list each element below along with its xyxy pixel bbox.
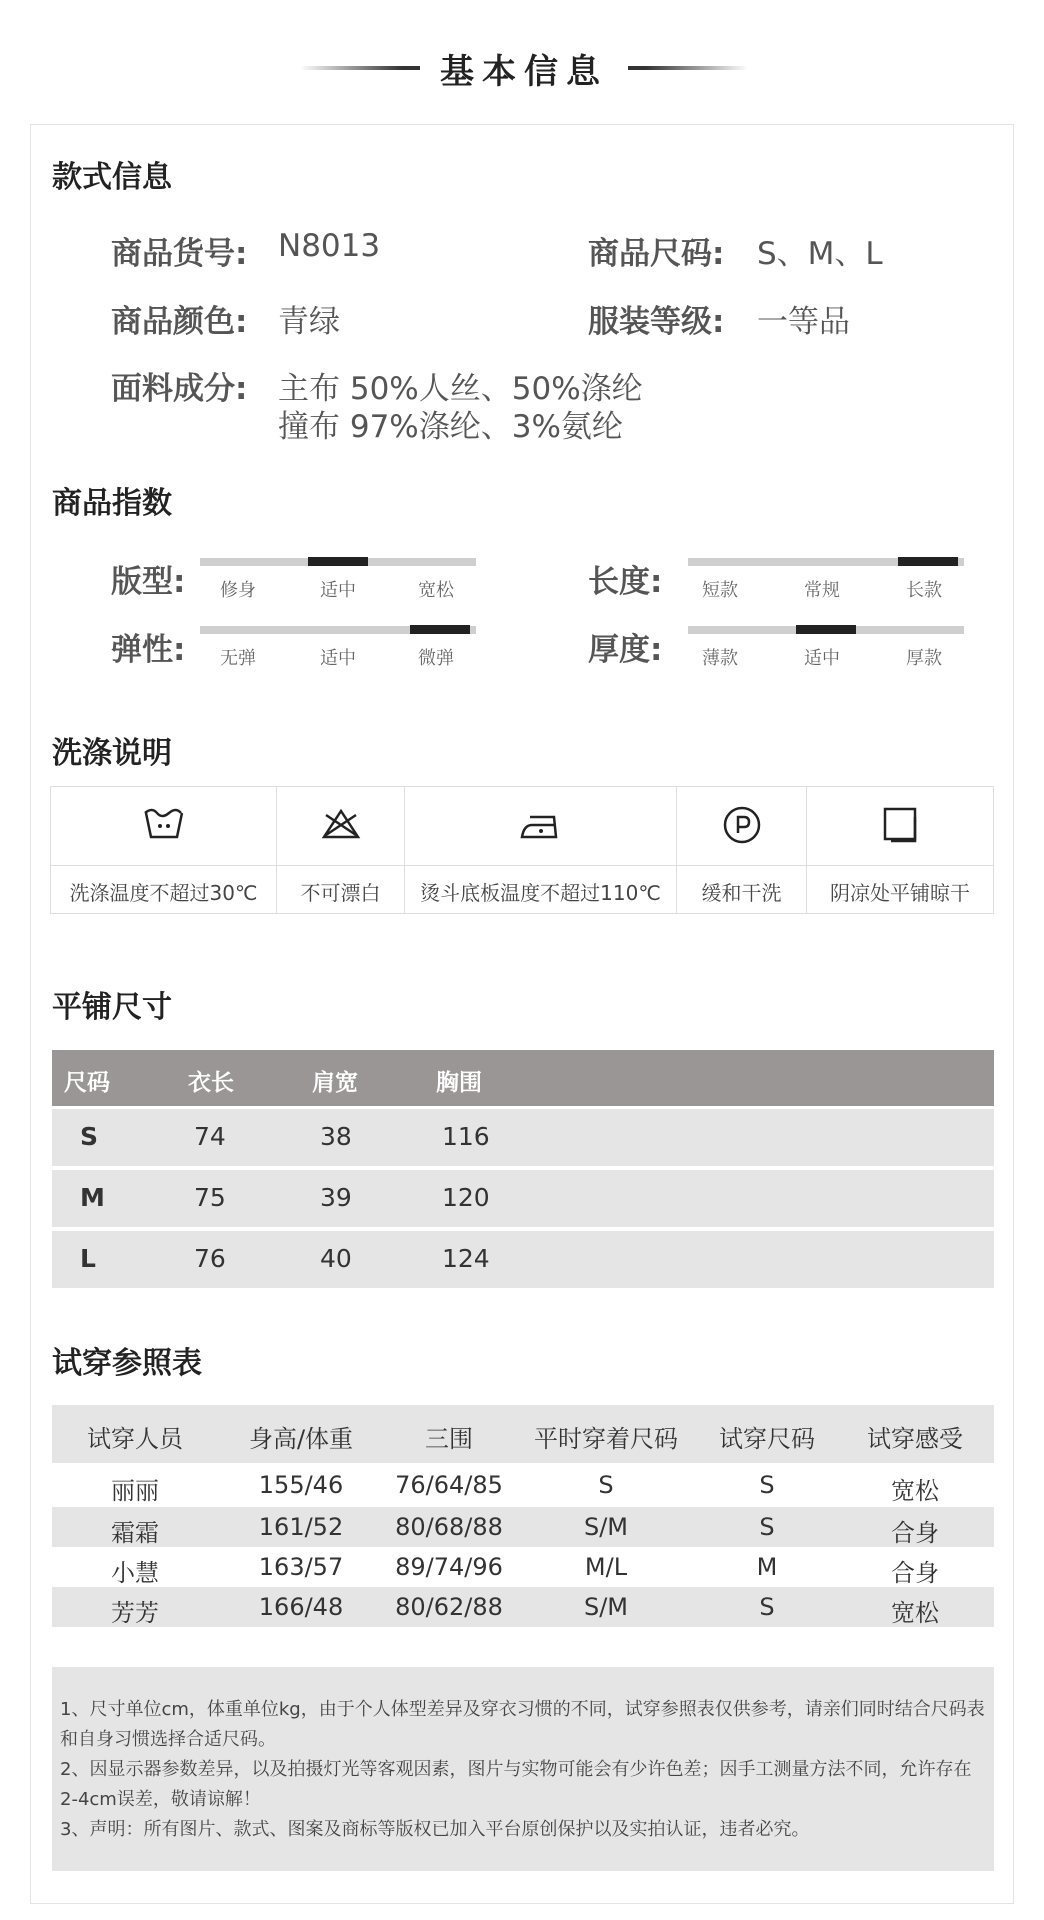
size-cell: 39 (320, 1183, 352, 1212)
table-row (52, 1547, 994, 1587)
no-bleach-icon (318, 803, 364, 847)
trial-cell: 89/74/96 (395, 1553, 503, 1581)
color-label: 商品颜色: (111, 304, 248, 340)
notes-box (52, 1667, 994, 1871)
wash-cell (277, 787, 405, 913)
size-cell: M (80, 1183, 105, 1212)
trial-cell: S (759, 1471, 775, 1499)
fabric-line-1: 主布 50%人丝、50%涤纶 (278, 371, 643, 407)
section-title-style-info: 款式信息 (52, 160, 172, 195)
header-divider-right (628, 66, 748, 70)
wash-cell (677, 787, 807, 913)
length-option: 常规 (804, 580, 840, 601)
table-row (52, 1170, 994, 1227)
trial-cell: 小慧 (111, 1559, 159, 1587)
fit-option: 适中 (320, 580, 356, 601)
note-2: 2、因显示器参数差异，以及拍摄灯光等客观因素，图片与实物可能会有少许色差；因手工测量方法不同，允许存在2-4cm误差，敬请谅解！ (60, 1759, 972, 1810)
length-option: 短款 (702, 580, 738, 601)
note-3: 3、声明：所有图片、款式、图案及商标等版权已加入平台原创保护以及实拍认证，违者必究。 (60, 1819, 810, 1840)
trial-cell: S/M (583, 1513, 629, 1541)
size-header-cell: 胸围 (436, 1070, 482, 1096)
size-header-cell: 衣长 (188, 1070, 234, 1096)
table-row (52, 1109, 994, 1166)
trial-header-cell: 三围 (425, 1425, 473, 1453)
length-indicator (898, 557, 958, 566)
size-table-header (52, 1050, 994, 1106)
size-cell: 124 (442, 1244, 490, 1273)
thickness-option: 适中 (804, 648, 840, 669)
elasticity-label: 弹性: (111, 632, 186, 668)
dry-clean-p-icon (719, 803, 765, 847)
trial-cell: 163/57 (258, 1553, 344, 1581)
section-title-trial: 试穿参照表 (52, 1346, 202, 1381)
trial-cell: 155/46 (258, 1471, 344, 1499)
wash-cell (807, 787, 993, 913)
table-row (52, 1507, 994, 1547)
color-value: 青绿 (278, 304, 340, 340)
section-title-size: 平铺尺寸 (52, 990, 172, 1025)
trial-cell: 76/64/85 (395, 1471, 503, 1499)
page-header (0, 0, 1044, 124)
trial-cell: 80/68/88 (395, 1513, 503, 1541)
trial-cell: S/M (583, 1593, 629, 1621)
grade-label: 服装等级: (588, 304, 725, 340)
thickness-option: 薄款 (702, 648, 738, 669)
wash-30-icon (141, 803, 187, 847)
trial-cell: 161/52 (258, 1513, 344, 1541)
page-title: 基本信息 (440, 52, 608, 92)
size-cell: 75 (194, 1183, 226, 1212)
trial-cell: 合身 (891, 1519, 939, 1547)
trial-cell: 宽松 (891, 1477, 939, 1505)
length-label: 长度: (588, 564, 663, 600)
table-row (52, 1231, 994, 1288)
trial-cell: S (759, 1513, 775, 1541)
header-divider-left (300, 66, 420, 70)
dry-flat-shade-icon (877, 803, 923, 847)
size-cell: L (80, 1244, 96, 1273)
trial-cell: 合身 (891, 1559, 939, 1587)
size-header-cell: 尺码 (64, 1070, 110, 1096)
wash-text: 洗涤温度不超过30℃ (69, 881, 258, 905)
fit-scale (200, 558, 476, 601)
fabric-line-2: 撞布 97%涤纶、3%氨纶 (278, 409, 623, 445)
trial-header-cell: 试穿感受 (867, 1425, 963, 1453)
fit-label: 版型: (111, 564, 186, 600)
size-cell: 74 (194, 1122, 226, 1151)
size-cell: 120 (442, 1183, 490, 1212)
section-title-wash: 洗涤说明 (52, 736, 172, 771)
trial-header-cell: 身高/体重 (248, 1425, 354, 1453)
iron-icon (518, 803, 564, 847)
elasticity-indicator (410, 625, 470, 634)
item-no-value: N8013 (278, 228, 381, 264)
size-cell: 38 (320, 1122, 352, 1151)
wash-text: 烫斗底板温度不超过110℃ (420, 881, 661, 905)
wash-text: 阴凉处平铺晾干 (830, 881, 970, 905)
elasticity-scale (200, 626, 476, 669)
trial-cell: 丽丽 (111, 1477, 159, 1505)
table-row (52, 1465, 994, 1505)
trial-cell: S (598, 1471, 614, 1499)
wash-cell (51, 787, 277, 913)
wash-text: 不可漂白 (300, 881, 381, 905)
size-cell: 116 (442, 1122, 490, 1151)
elasticity-option: 无弹 (220, 648, 256, 669)
fabric-label: 面料成分: (111, 371, 248, 407)
fit-option: 修身 (220, 580, 256, 601)
trial-header-cell: 试穿尺码 (719, 1425, 815, 1453)
fit-indicator (308, 557, 368, 566)
fit-option: 宽松 (418, 580, 454, 601)
trial-header-cell: 平时穿着尺码 (534, 1425, 678, 1453)
table-row (52, 1587, 994, 1627)
thickness-scale (688, 626, 964, 669)
thickness-indicator (796, 625, 856, 634)
size-cell: 76 (194, 1244, 226, 1273)
trial-cell: 166/48 (258, 1593, 344, 1621)
wash-table (50, 786, 994, 914)
size-value: S、M、L (757, 236, 883, 272)
size-label: 商品尺码: (588, 236, 725, 272)
section-title-indices: 商品指数 (52, 486, 172, 521)
trial-cell: M/L (584, 1553, 628, 1581)
thickness-option: 厚款 (906, 648, 942, 669)
trial-cell: M (756, 1553, 778, 1581)
wash-cell (405, 787, 677, 913)
grade-value: 一等品 (757, 304, 850, 340)
trial-cell: 霜霜 (111, 1519, 159, 1547)
size-header-cell: 肩宽 (312, 1070, 358, 1096)
note-1: 1、尺寸单位cm，体重单位kg，由于个人体型差异及穿衣习惯的不同，试穿参照表仅供参考，请亲们同时结合尺码表和自身习惯选择合适尺码。 (60, 1699, 985, 1750)
elasticity-option: 适中 (320, 648, 356, 669)
elasticity-option: 微弹 (418, 648, 454, 669)
length-scale (688, 558, 964, 601)
trial-cell: 芳芳 (111, 1599, 159, 1627)
size-cell: S (80, 1122, 99, 1151)
trial-cell: 80/62/88 (395, 1593, 503, 1621)
trial-header-cell: 试穿人员 (87, 1425, 183, 1453)
length-option: 长款 (906, 580, 942, 601)
thickness-label: 厚度: (588, 632, 663, 668)
size-cell: 40 (320, 1244, 352, 1273)
wash-text: 缓和干洗 (701, 881, 782, 905)
trial-cell: S (759, 1593, 775, 1621)
trial-table-header (52, 1405, 994, 1463)
trial-cell: 宽松 (891, 1599, 939, 1627)
item-no-label: 商品货号: (111, 236, 248, 272)
